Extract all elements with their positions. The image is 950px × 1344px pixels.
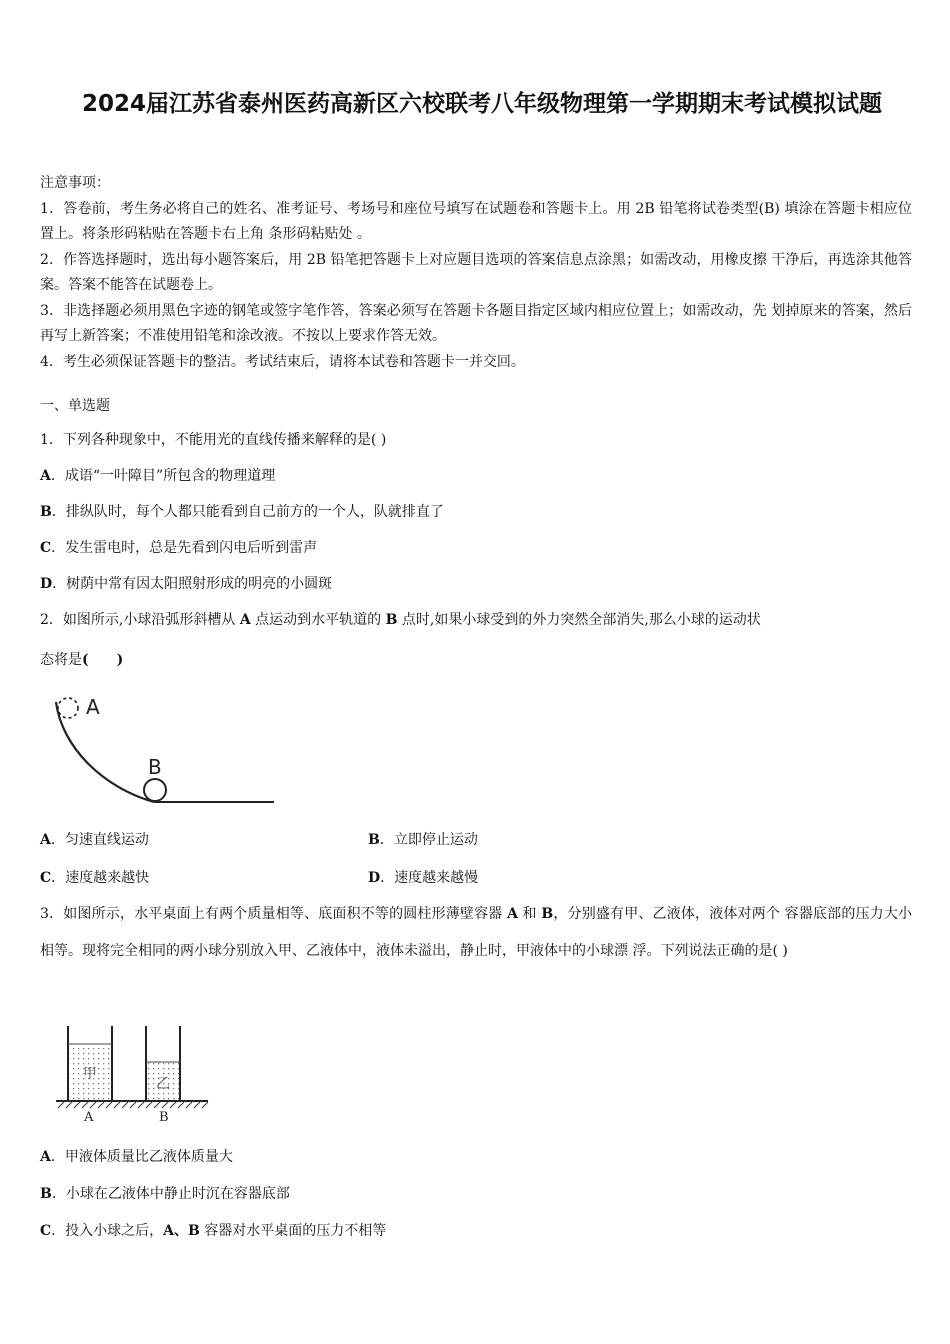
q3-option-a: A．甲液体质量比乙液体质量大 xyxy=(40,1149,233,1165)
q2-option-b: B．立即停止运动 xyxy=(368,832,478,848)
q3-label-yi: 乙 xyxy=(156,1076,170,1092)
notice-heading: 注意事项： xyxy=(40,175,110,191)
notice-item: 2．作答选择题时，选出每小题答案后，用 2B 铅笔把答题卡上对应题目选项的答案信息点涂黑；如需改动，用橡皮擦 干净后，再选涂其他答案。答案不能答在试题卷上。 xyxy=(40,251,912,293)
q2-label-b: B xyxy=(148,755,162,779)
q3-label-b: B xyxy=(159,1110,169,1124)
q2-option-a: A．匀速直线运动 xyxy=(40,832,149,848)
q2-figure-track xyxy=(44,688,284,810)
q1-option-c: C．发生雷电时，总是先看到闪电后听到雷声 xyxy=(40,540,318,556)
q1-option-b: B．排纵队时，每个人都只能看到自己前方的一个人，队就排直了 xyxy=(40,504,444,520)
question-2-stem: 2．如图所示,小球沿弧形斜槽从 A 点运动到水平轨道的 B 点时,如果小球受到的外力突然全部消失,那么小球的运动状 xyxy=(40,612,761,628)
question-3-stem: 3．如图所示，水平桌面上有两个质量相等、底面积不等的圆柱形薄壁容器 A 和 B，分别盛有甲、乙液体，液体对两个 容器底部的压力大小相等。现将完全相同的两小球分别放入甲、乙液体中，液体未溢出，静止时，甲液体中的小球漂 浮。下列说法正确的是( ) xyxy=(40,906,912,959)
notice-block xyxy=(40,171,912,375)
question-2-stem-line2: 态将是( ) xyxy=(40,652,124,668)
q3-option-b: B．小球在乙液体中静止时沉在容器底部 xyxy=(40,1186,290,1202)
q3-label-a: A xyxy=(84,1110,94,1124)
question-1-stem: 1．下列各种现象中，不能用光的直线传播来解释的是( ) xyxy=(40,432,387,448)
q1-option-d: D．树荫中常有因太阳照射形成的明亮的小圆斑 xyxy=(40,576,333,592)
q2-option-c: C．速度越来越快 xyxy=(40,870,150,886)
q2-option-d: D．速度越来越慢 xyxy=(368,870,479,886)
q3-figure-containers xyxy=(52,1022,212,1124)
notice-item: 3．非选择题必须用黑色字迹的钢笔或签字笔作答，答案必须写在答题卡各题目指定区域内相应位置上；如需改动，先 划掉原来的答案，然后再写上新答案；不准使用铅笔和涂改液。不按以上要求作答无效。 xyxy=(40,302,912,344)
q2-label-a: A xyxy=(86,695,100,719)
page-title: 2024届江苏省泰州医药高新区六校联考八年级物理第一学期期末考试模拟试题 xyxy=(82,91,883,117)
notice-item: 4．考生必须保证答题卡的整洁。考试结束后，请将本试卷和答题卡一并交回。 xyxy=(40,353,525,370)
q3-option-c: C．投入小球之后，A、B 容器对水平桌面的压力不相等 xyxy=(40,1223,387,1239)
section-heading: 一、单选题 xyxy=(40,398,110,414)
notice-item: 1．答卷前，考生务必将自己的姓名、准考证号、考场号和座位号填写在试题卷和答题卡上。用 2B 铅笔将试卷类型(B) 填涂在答题卡相应位置上。将条形码粘贴在答题卡右上角 条形码粘贴处 。 xyxy=(40,200,912,242)
q1-option-a: A．成语“一叶障目”所包含的物理道理 xyxy=(40,468,276,484)
q3-label-jia: 甲 xyxy=(83,1066,97,1082)
